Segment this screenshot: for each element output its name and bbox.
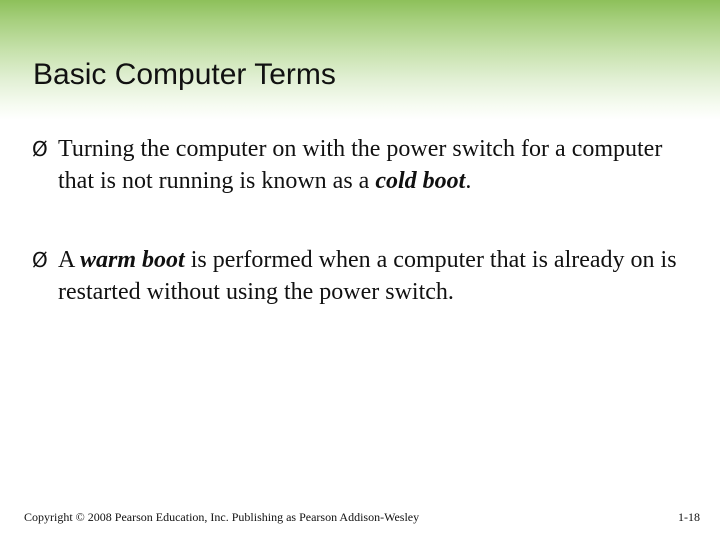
bullet-emphasis-term: cold boot xyxy=(375,168,466,194)
bullet-text-end: . xyxy=(465,168,472,194)
bullet-text: A xyxy=(58,247,81,273)
bullet-item-cold-boot xyxy=(32,133,692,197)
bullet-item-warm-boot xyxy=(32,244,692,308)
slide-title: Basic Computer Terms xyxy=(33,58,336,91)
bullet-text: Turning the computer on with the power switch for a computer that is not running is known as a xyxy=(58,136,663,194)
arrow-bullet-icon: Ø xyxy=(32,248,48,272)
footer-copyright: Copyright © 2008 Pearson Education, Inc. Publishing as Pearson Addison-Wesley xyxy=(24,510,420,524)
footer-page-number: 1-18 xyxy=(678,510,700,524)
bullet-list xyxy=(32,133,692,308)
arrow-bullet-icon: Ø xyxy=(32,137,48,161)
bullet-emphasis-term: warm boot xyxy=(80,247,185,273)
bullet-text-end: is performed when a computer that is already on is restarted without using the power switch. xyxy=(58,247,677,305)
